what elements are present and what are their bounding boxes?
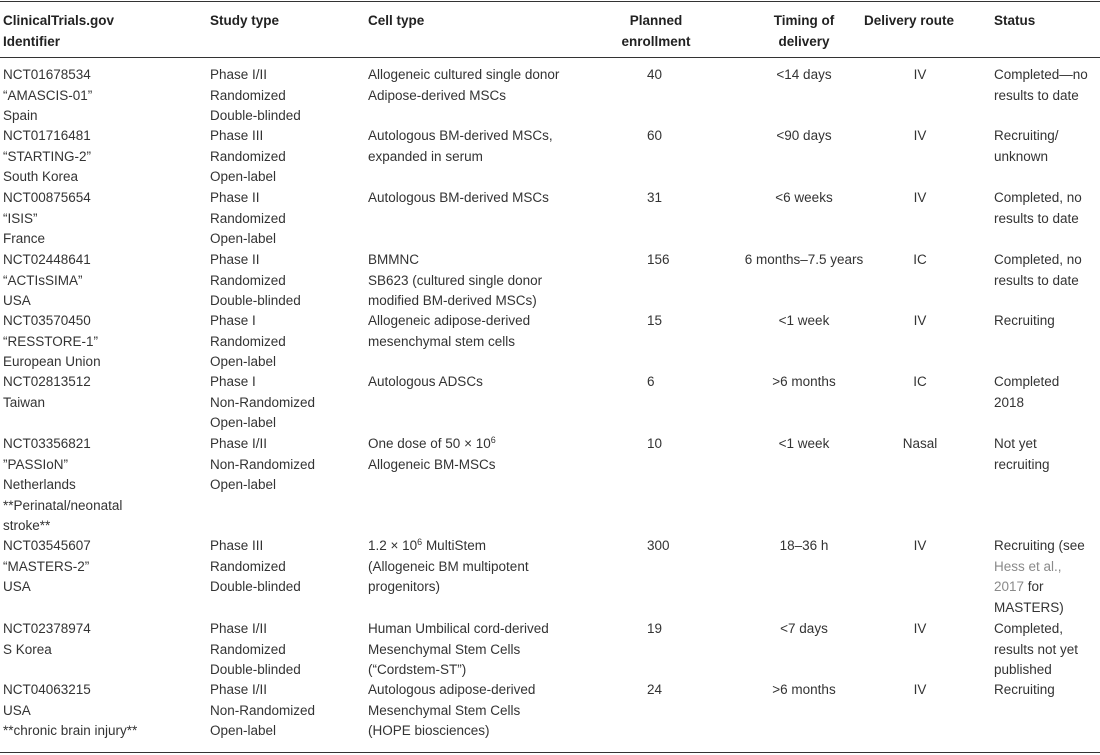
cell-identifier <box>3 680 137 742</box>
header-study-type <box>210 11 279 32</box>
cell-enrollment <box>647 434 662 455</box>
header-line: Study type <box>210 13 280 28</box>
cell-line: “ACTIsSIMA” <box>3 272 83 288</box>
cell-line: <7 days <box>780 621 828 636</box>
cell-line: 10 <box>647 436 663 451</box>
cell-identifier <box>3 188 91 250</box>
cell-study-type <box>210 680 315 742</box>
cell-line: Recruiting <box>994 313 1055 328</box>
cell-line: 6 months–7.5 years <box>744 252 864 267</box>
cell-line: “AMASCIS-01” <box>3 87 93 103</box>
cell-line: Allogeneic adipose-derived <box>368 313 531 328</box>
cell-line: Open-label <box>210 169 277 184</box>
cell-line: European Union <box>3 354 101 369</box>
cell-line: results not yet <box>994 641 1079 657</box>
cell-line: Double-blinded <box>210 579 301 594</box>
cell-identifier <box>3 434 122 537</box>
cell-line: IV <box>913 538 927 553</box>
header-cell-type <box>368 11 424 32</box>
cell-line: 60 <box>647 128 663 143</box>
cell-line: published <box>994 662 1052 677</box>
cell-line: S Korea <box>3 641 52 657</box>
cell-line: Phase I <box>210 374 256 389</box>
cell-line: NCT03545607 <box>3 538 91 553</box>
cell-line: Adipose-derived MSCs <box>368 87 507 103</box>
cell-cell-type <box>368 536 529 598</box>
header-line: ClinicalTrials.gov <box>3 13 115 28</box>
cell-line: Phase I/II <box>210 621 268 636</box>
cell-line: Completed, <box>994 621 1064 636</box>
cell-line: IC <box>913 252 927 267</box>
cell-study-type <box>210 536 301 598</box>
cell-cell-type <box>368 188 549 209</box>
cell-status <box>994 311 1055 332</box>
header-identifier <box>3 11 114 52</box>
cell-line: Human Umbilical cord-derived <box>368 621 549 636</box>
cell-line: NCT01716481 <box>3 128 91 143</box>
cell-line: Randomized <box>210 272 286 288</box>
header-line: Timing of <box>773 13 835 28</box>
cell-enrollment <box>647 372 655 393</box>
cell-status <box>994 434 1050 475</box>
cell-cell-type <box>368 434 496 475</box>
cell-line: $1.2 \times 10^6$ MultiStem <box>368 537 486 553</box>
cell-line: Not yet <box>994 436 1037 451</box>
header-line: Identifier <box>3 33 61 49</box>
cell-timing <box>734 311 874 332</box>
cell-line: <6 weeks <box>775 190 833 205</box>
cell-line: NCT03356821 <box>3 436 91 451</box>
cell-line: “RESSTORE-1” <box>3 333 99 349</box>
cell-line: Phase I <box>210 313 256 328</box>
reference-link[interactable]: 2017 <box>994 579 1025 594</box>
cell-line: NCT00875654 <box>3 190 91 205</box>
cell-line: Spain <box>3 108 38 123</box>
cell-study-type <box>210 126 286 188</box>
cell-line: USA <box>3 702 31 718</box>
cell-cell-type <box>368 372 483 393</box>
cell-line: mesenchymal stem cells <box>368 333 516 349</box>
header-line: Delivery route <box>864 13 955 28</box>
cell-route <box>864 536 976 557</box>
cell-line: Phase I/II <box>210 436 268 451</box>
cell-line: unknown <box>994 148 1049 164</box>
cell-line: Non-Randomized <box>210 456 316 472</box>
cell-line: “ISIS” <box>3 210 38 226</box>
cell-line: Autologous adipose-derived <box>368 682 536 697</box>
cell-route <box>864 65 976 86</box>
cell-line: <1 week <box>778 313 830 328</box>
cell-route <box>864 372 976 393</box>
header-status <box>994 11 1035 32</box>
cell-status <box>994 188 1082 229</box>
cell-line: 19 <box>647 621 663 636</box>
cell-line: IV <box>913 128 927 143</box>
cell-line: Open-label <box>210 723 277 738</box>
header-line: enrollment <box>621 33 691 49</box>
cell-timing <box>734 250 874 271</box>
cell-line: Double-blinded <box>210 662 301 677</box>
header-line: Cell type <box>368 13 425 28</box>
cell-route <box>864 311 976 332</box>
cell-line: Randomized <box>210 148 286 164</box>
cell-identifier <box>3 65 92 127</box>
cell-line: Phase I/II <box>210 67 268 82</box>
cell-line: Open-label <box>210 354 277 369</box>
cell-line: Recruiting (see <box>994 538 1085 553</box>
cell-line: Allogeneic cultured single donor <box>368 67 560 82</box>
cell-identifier <box>3 372 91 413</box>
cell-line: Autologous BM-derived MSCs, <box>368 128 553 143</box>
cell-line: Mesenchymal Stem Cells <box>368 641 521 657</box>
cell-line: ”PASSIoN” <box>3 456 69 472</box>
cell-status <box>994 619 1078 681</box>
cell-line: Autologous BM-derived MSCs <box>368 190 549 205</box>
cell-study-type <box>210 65 301 127</box>
cell-identifier <box>3 126 91 188</box>
cell-line: Randomized <box>210 87 286 103</box>
cell-line: 15 <box>647 313 663 328</box>
cell-line: Autologous ADSCs <box>368 374 483 389</box>
cell-line: NCT03570450 <box>3 313 91 328</box>
cell-line: NCT04063215 <box>3 682 91 697</box>
cell-line: <1 week <box>778 436 830 451</box>
cell-status <box>994 250 1082 291</box>
cell-line <box>994 557 1085 578</box>
cell-line: 31 <box>647 190 663 205</box>
cell-enrollment <box>647 536 670 557</box>
cell-route <box>864 680 976 701</box>
cell-cell-type <box>368 680 535 742</box>
cell-line: expanded in serum <box>368 148 483 164</box>
cell-line: (“Cordstem-ST”) <box>368 662 467 677</box>
cell-timing <box>734 680 874 701</box>
cell-line: Double-blinded <box>210 108 301 123</box>
cell-route <box>864 434 976 455</box>
cell-study-type <box>210 250 301 312</box>
cell-line: Non-Randomized <box>210 702 316 718</box>
cell-route <box>864 250 976 271</box>
reference-link[interactable]: Hess et al., <box>994 558 1062 574</box>
cell-route <box>864 188 976 209</box>
cell-status <box>994 536 1085 618</box>
cell-line: Nasal <box>902 436 938 451</box>
cell-cell-type <box>368 619 549 681</box>
cell-timing <box>734 372 874 393</box>
cell-timing <box>734 126 874 147</box>
cell-line: One dose of $50 \times 10^6$ <box>368 435 496 451</box>
cell-line: IV <box>913 621 927 636</box>
cell-line: results to date <box>994 87 1079 103</box>
cell-line: >6 months <box>772 682 836 697</box>
cell-line: Mesenchymal Stem Cells <box>368 702 521 718</box>
cell-line: results to date <box>994 272 1079 288</box>
cell-line: SB623 (cultured single donor <box>368 272 543 288</box>
cell-enrollment <box>647 126 662 147</box>
cell-line: 6 <box>647 374 655 389</box>
cell-timing <box>734 619 874 640</box>
cell-line: <14 days <box>776 67 832 82</box>
cell-line: Open-label <box>210 415 277 430</box>
cell-line: progenitors) <box>368 579 441 594</box>
cell-line: Randomized <box>210 333 286 349</box>
cell-line: Double-blinded <box>210 293 301 308</box>
cell-enrollment <box>647 250 670 271</box>
cell-line: Randomized <box>210 641 286 657</box>
cell-line: Taiwan <box>3 394 46 410</box>
cell-line: IV <box>913 682 927 697</box>
cell-line: USA <box>3 579 31 594</box>
cell-status <box>994 680 1055 701</box>
cell-identifier <box>3 536 91 598</box>
cell-line: (HOPE biosciences) <box>368 723 490 738</box>
header-route <box>864 11 976 32</box>
cell-line: Phase I/II <box>210 682 268 697</box>
cell-line: >6 months <box>772 374 836 389</box>
cell-study-type <box>210 311 286 373</box>
header-timing <box>734 11 874 52</box>
cell-study-type <box>210 434 315 496</box>
cell-line: Phase II <box>210 252 260 267</box>
cell-line: IC <box>913 374 927 389</box>
cell-line: modified BM-derived MSCs) <box>368 293 537 308</box>
cell-line: **chronic brain injury** <box>3 723 138 738</box>
header-line: Status <box>994 13 1036 28</box>
cell-line: Allogeneic BM-MSCs <box>368 456 496 472</box>
cell-line: Completed—no <box>994 67 1088 82</box>
cell-line: Phase III <box>210 128 264 143</box>
cell-line: (Allogeneic BM multipotent <box>368 558 529 574</box>
cell-identifier <box>3 311 101 373</box>
cell-enrollment <box>647 619 662 640</box>
cell-line: Completed, no <box>994 252 1082 267</box>
cell-line: Non-Randomized <box>210 394 316 410</box>
cell-identifier <box>3 619 91 660</box>
cell-timing <box>734 536 874 557</box>
table-top-rule <box>0 1 1100 2</box>
cell-timing <box>734 434 874 455</box>
cell-line: “MASTERS-2” <box>3 558 90 574</box>
cell-line: Randomized <box>210 558 286 574</box>
cell-line: USA <box>3 293 31 308</box>
cell-line: **Perinatal/neonatal <box>3 497 123 513</box>
cell-cell-type <box>368 126 553 167</box>
cell-status <box>994 372 1059 413</box>
cell-line: France <box>3 231 46 246</box>
cell-line: 156 <box>647 252 670 267</box>
cell-timing <box>734 188 874 209</box>
cell-line: IV <box>913 313 927 328</box>
cell-line: recruiting <box>994 456 1050 472</box>
cell-line: Recruiting/ <box>994 128 1059 143</box>
cell-line: IV <box>913 190 927 205</box>
cell-line: 300 <box>647 538 670 553</box>
cell-cell-type <box>368 250 542 312</box>
cell-cell-type <box>368 311 530 352</box>
cell-line: 18–36 h <box>779 538 829 553</box>
cell-line: 24 <box>647 682 663 697</box>
cell-line: Netherlands <box>3 477 76 492</box>
header-line: Planned <box>629 13 683 28</box>
cell-line: Randomized <box>210 210 286 226</box>
cell-line: stroke** <box>3 518 51 533</box>
cell-route <box>864 126 976 147</box>
cell-timing <box>734 65 874 86</box>
cell-line: Open-label <box>210 231 277 246</box>
cell-line: NCT02378974 <box>3 621 91 636</box>
header-bottom-rule <box>0 57 1100 58</box>
cell-enrollment <box>647 65 662 86</box>
cell-line: Open-label <box>210 477 277 492</box>
cell-line: Phase II <box>210 190 260 205</box>
cell-line: Completed <box>994 374 1060 389</box>
cell-study-type <box>210 188 286 250</box>
cell-status <box>994 126 1059 167</box>
cell-study-type <box>210 619 301 681</box>
cell-line: 2018 <box>994 394 1025 410</box>
cell-line: results to date <box>994 210 1079 226</box>
cell-study-type <box>210 372 315 434</box>
cell-line: 2017 for <box>994 579 1044 594</box>
cell-status <box>994 65 1088 106</box>
cell-enrollment <box>647 680 662 701</box>
cell-line: BMMNC <box>368 252 419 267</box>
cell-line: 40 <box>647 67 663 82</box>
cell-line: Recruiting <box>994 682 1055 697</box>
cell-line: NCT02813512 <box>3 374 91 389</box>
cell-line: South Korea <box>3 169 79 184</box>
cell-line: IV <box>913 67 927 82</box>
table-bottom-rule <box>0 752 1100 753</box>
cell-line: <90 days <box>776 128 832 143</box>
header-enrollment <box>596 11 716 52</box>
cell-line: Phase III <box>210 538 264 553</box>
cell-line: Completed, no <box>994 190 1082 205</box>
cell-line: MASTERS) <box>994 599 1064 615</box>
cell-line: “STARTING-2” <box>3 148 92 164</box>
cell-enrollment <box>647 188 662 209</box>
cell-identifier <box>3 250 91 312</box>
cell-line: NCT02448641 <box>3 252 91 267</box>
cell-route <box>864 619 976 640</box>
header-line: delivery <box>778 33 830 49</box>
cell-line: NCT01678534 <box>3 67 91 82</box>
cell-enrollment <box>647 311 662 332</box>
cell-cell-type <box>368 65 559 106</box>
